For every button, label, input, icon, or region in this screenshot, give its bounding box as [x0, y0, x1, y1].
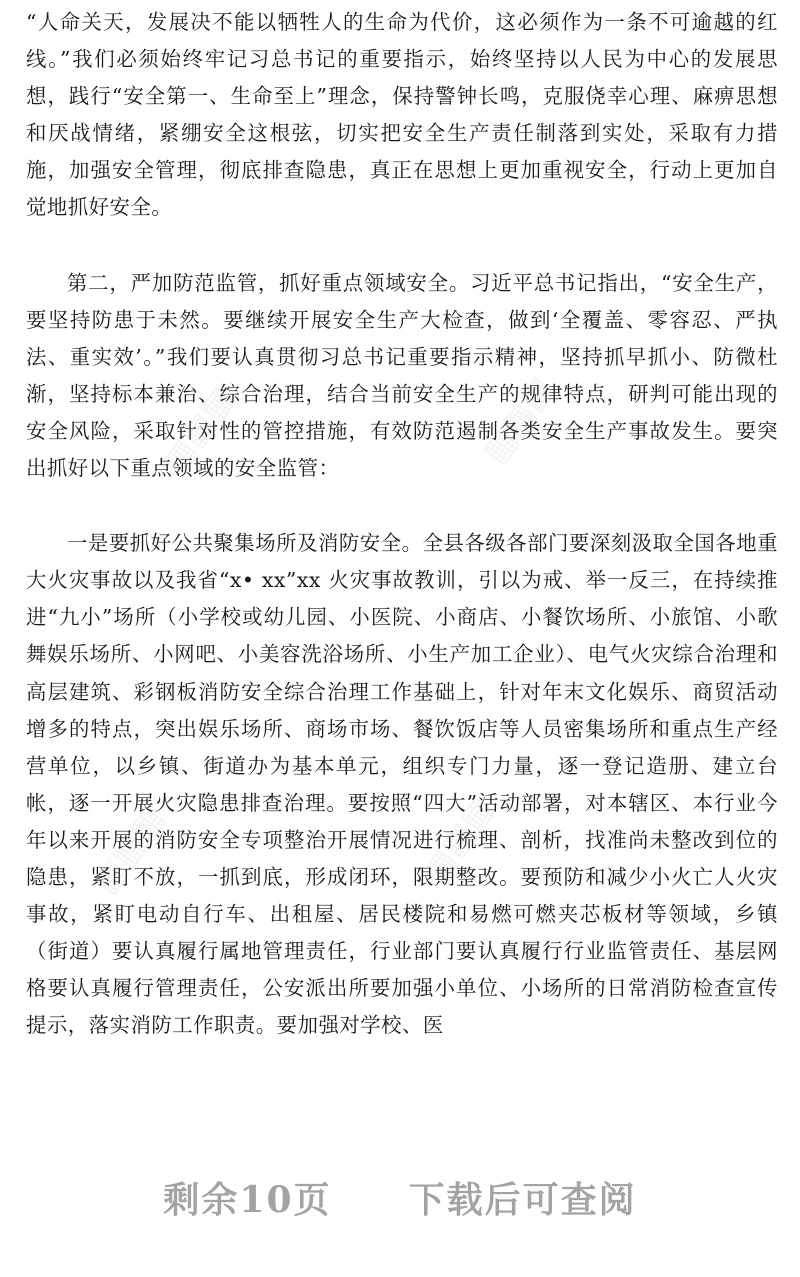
download-banner[interactable] — [0, 1172, 800, 1223]
document-body — [26, 4, 778, 1044]
paragraph-intro: “人命关天，发展决不能以牺牲人的生命为代价，这必须作为一条不可逾越的红线。”我们必须始终牢记习总书记的重要指示，始终坚持以人民为中心的发展思想，践行“安全第一、生命至上”理念，保持警钟长鸣，克服侥幸心理、麻痹思想和厌战情绪，紧绷安全这根弦，切实把安全生产责任制落到实处，采取有力措施，加强安全管理，彻底排查隐患，真正在思想上更加重视安全，行动上更加自觉地抓好安全。 — [26, 10, 778, 220]
paragraph-second-point: 第二，严加防范监管，抓好重点领域安全。习近平总书记指出，“安全生产，要坚持防患于未然。要继续开展安全生产大检查，做到‘全覆盖、零容忍、严执法、重实效’。”我们要认真贯彻习总书记重要指示精神，坚持抓早抓小、防微杜渐，坚持标本兼治、综合治理，结合当前安全生产的规律特点，研判可能出现的安全风险，采取针对性的管控措施，有效防范遏制各类安全生产事故发生。要突出抓好以下重点领域的安全监管： — [26, 270, 778, 481]
download-prompt-text[interactable]: 下载后可查阅 — [408, 1179, 637, 1221]
watermark-mark: ▦▦▦ — [84, 799, 173, 901]
watermark-mark: ▦▦▦ — [474, 369, 563, 471]
paragraph-public-venues: 一是要抓好公共聚集场所及消防安全。全县各级各部门要深刻汲取全国各地重大火灾事故以及我省“x• xx”xx 火灾事故教训，引以为戒、举一反三，在持续推进“九小”场所（小学校或幼儿园、小医院、小商店、小餐饮场所、小旅馆、小歌舞娱乐场所、小网吧、小美容洗浴场所、小生产加工企业）、电气火灾综合治理和高层建筑、彩钢板消防安全综合治理工作基础上，针对年末文化娱乐、商贸活动增多的特点，突出娱乐场所、商场市场、餐饮饭店等人员密集场所和重点生产经营单位，以乡镇、街道办为基本单元，组织专门力量，逐一登记造册、建立台帐，逐一开展火灾隐患排查治理。要按照“四大”活动部署，对本辖区、本行业今年以来开展的消防安全专项整治开展情况进行梳理、剖析，找准尚未整改到位的隐患，紧盯不放，一抓到底，形成闭环，限期整改。要预防和减少小火亡人火灾事故，紧盯电动自行车、出租屋、居民楼院和易燃可燃夹芯板材等领域，乡镇（街道）要认真履行属地管理责任，行业部门要认真履行行业监管责任、基层网格要认真履行管理责任，公安派出所要加强小单位、小场所的日常消防检查宣传提示，落实消防工作职责。要加强对学校、医 — [26, 531, 778, 1038]
remaining-pages-text: 剩余10页 — [163, 1179, 332, 1221]
watermark-mark: ▦▦▦ — [154, 379, 243, 481]
watermark-mark: ▦▦▦ — [414, 789, 503, 891]
